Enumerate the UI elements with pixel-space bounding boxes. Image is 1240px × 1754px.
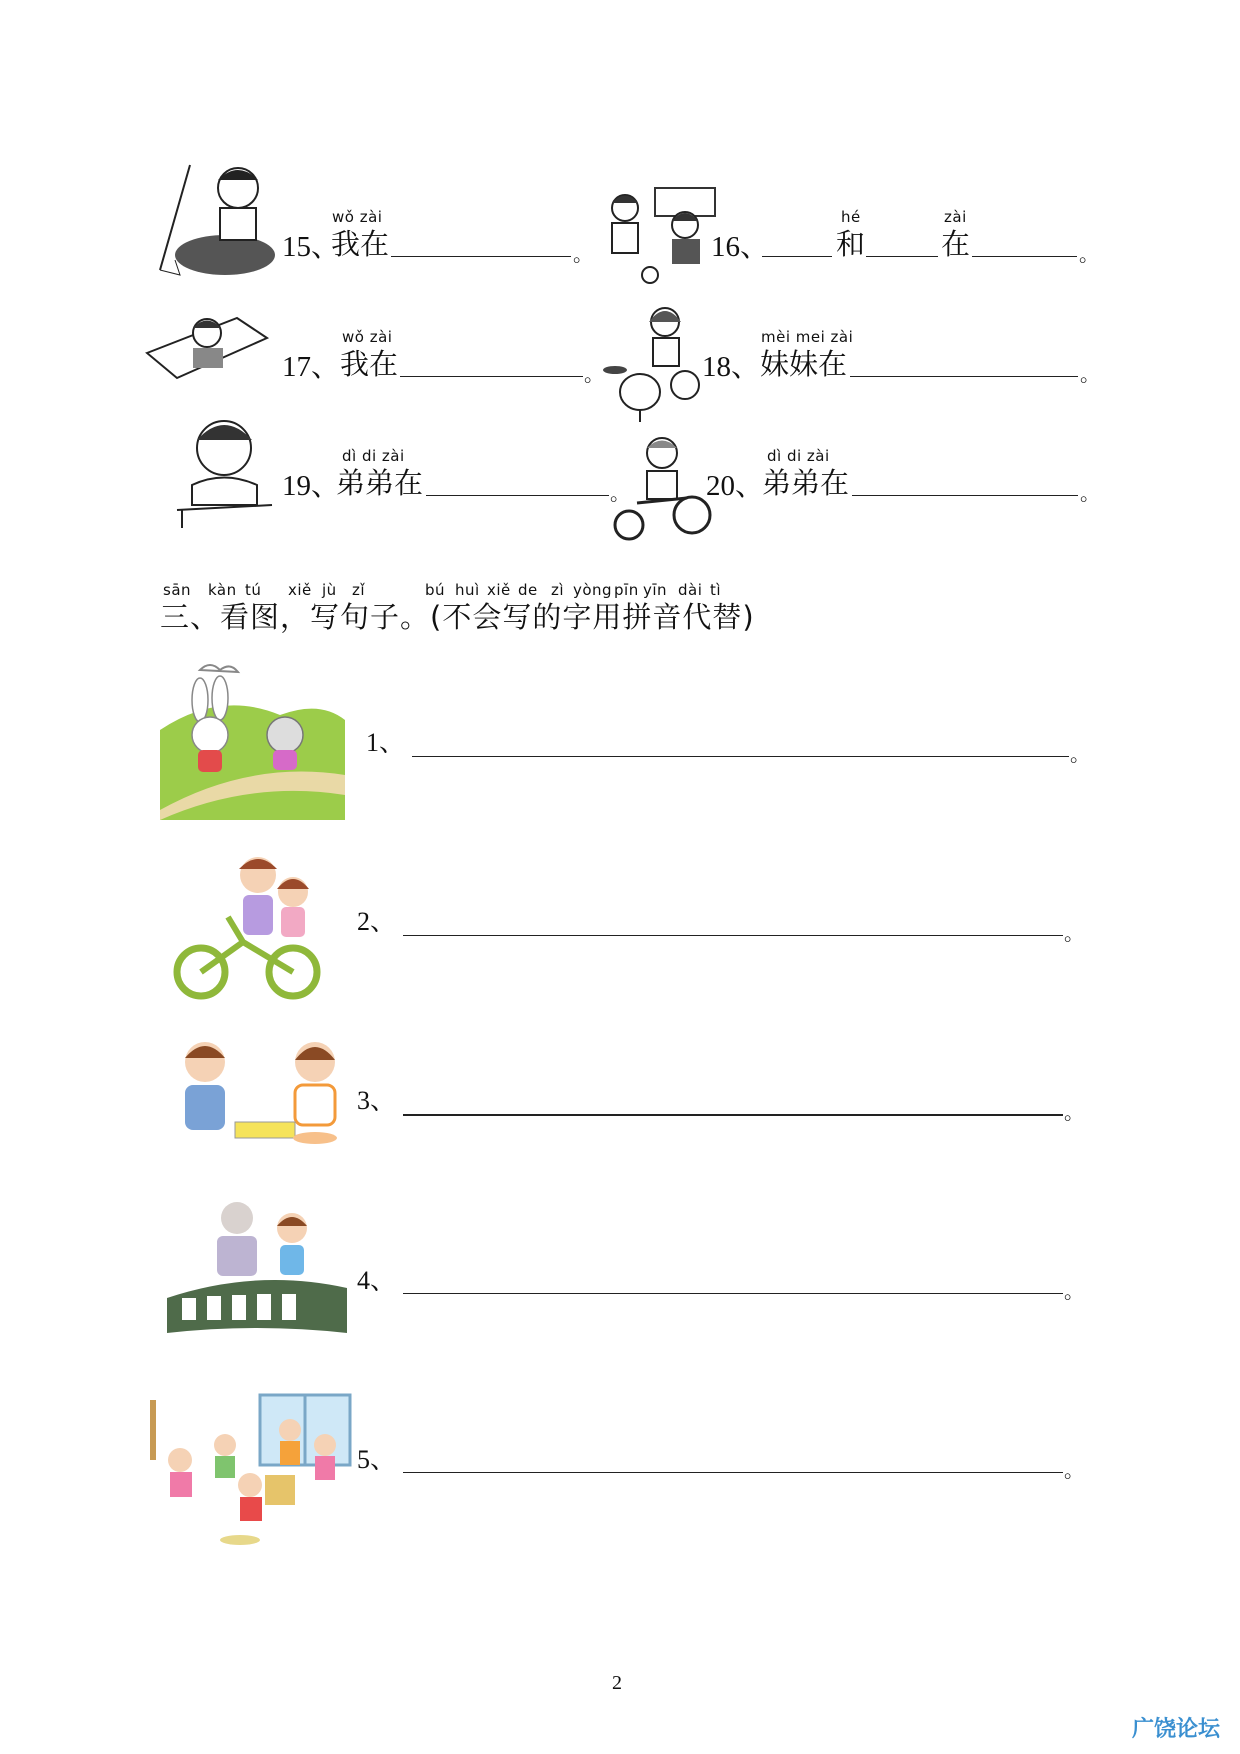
sentence-5-number: 5、 (357, 1445, 397, 1474)
section3-pinyin-5: jù (322, 581, 337, 599)
sentence-1-number: 1、 (366, 728, 406, 757)
section3-pinyin-2: kàn (208, 581, 237, 599)
exercise-19-number: 19、 (282, 470, 341, 502)
writing-boy-picture (137, 298, 272, 403)
section3-pinyin-15: dài (678, 581, 703, 599)
exercise-16-period: 。 (1079, 242, 1099, 266)
exercise-18-period: 。 (1080, 362, 1100, 386)
thinking-boy-picture (172, 410, 277, 530)
sentence-4-period: 。 (1064, 1279, 1084, 1303)
exercise-16-text-zai: 在 (941, 227, 971, 261)
exercise-19-answer-line[interactable] (426, 495, 609, 496)
fishing-boy-picture (150, 160, 280, 285)
exercise-19-pinyin: dì di zài (342, 447, 405, 465)
sentence-4-number: 4、 (357, 1266, 397, 1295)
exercise-15-number: 15、 (282, 231, 341, 263)
exercise-15-period: 。 (573, 242, 593, 266)
exercise-18-number: 18、 (702, 351, 761, 383)
sentence-2-answer-line[interactable] (403, 935, 1063, 936)
section3-pinyin-8: huì (455, 581, 480, 599)
section3-pinyin-1: sān (163, 581, 192, 599)
children-cleaning-classroom-picture (140, 1390, 352, 1550)
page-number: 2 (612, 1672, 622, 1694)
father-daughter-bike-picture (173, 847, 328, 1002)
exercise-20-pinyin: dì di zài (767, 447, 830, 465)
exercise-16-answer-line-2[interactable] (866, 256, 938, 257)
exercise-16-pinyin-he: hé (841, 208, 861, 226)
section3-pinyin-13: pīn (614, 581, 639, 599)
exercise-19-period: 。 (610, 481, 630, 505)
rabbit-dog-running-picture (160, 660, 345, 820)
section3-pinyin-9: xiě (487, 581, 511, 599)
sentence-2-period: 。 (1064, 921, 1084, 945)
exercise-16-answer-line-3[interactable] (972, 256, 1077, 257)
exercise-17-text: 我在 (340, 347, 399, 381)
exercise-16-pinyin-zai: zài (944, 208, 967, 226)
sentence-2-number: 2、 (357, 907, 397, 936)
two-children-chess-picture (165, 1030, 345, 1160)
exercise-18-pinyin: mèi mei zài (761, 328, 854, 346)
two-boys-football-picture (600, 183, 720, 288)
exercise-15-answer-line[interactable] (391, 256, 571, 257)
exercise-20-text: 弟弟在 (762, 466, 850, 500)
exercise-17-pinyin: wǒ zài (342, 328, 393, 346)
section3-pinyin-16: tì (710, 581, 722, 599)
section3-pinyin-6: zǐ (352, 581, 366, 599)
watermark: 广饶论坛 (1132, 1717, 1221, 1742)
sentence-3-period: 。 (1064, 1100, 1084, 1124)
exercise-15-text: 我在 (331, 227, 390, 261)
sentence-5-period: 。 (1064, 1458, 1084, 1482)
exercise-18-answer-line[interactable] (850, 376, 1078, 377)
exercise-20-answer-line[interactable] (852, 495, 1078, 496)
section3-pinyin-10: de (518, 581, 538, 599)
exercise-17-answer-line[interactable] (400, 376, 583, 377)
sentence-3-number: 3、 (357, 1086, 397, 1115)
exercise-20-number: 20、 (706, 470, 765, 502)
exercise-17-period: 。 (584, 362, 604, 386)
section3-pinyin-4: xiě (288, 581, 312, 599)
sentence-4-answer-line[interactable] (403, 1293, 1063, 1294)
child-helps-elder-cross-road-picture (162, 1198, 352, 1336)
sentence-1-period: 。 (1070, 742, 1090, 766)
section3-pinyin-14: yīn (643, 581, 668, 599)
exercise-16-answer-line-1[interactable] (762, 256, 832, 257)
section3-pinyin-11: zì (551, 581, 565, 599)
exercise-16-text-he: 和 (836, 227, 866, 261)
sentence-3-answer-line[interactable] (403, 1114, 1063, 1116)
section3-pinyin-7: bú (425, 581, 446, 599)
exercise-15-pinyin: wǒ zài (332, 208, 383, 226)
section3-pinyin-12: yòng (573, 581, 613, 599)
exercise-19-text: 弟弟在 (336, 466, 424, 500)
exercise-17-number: 17、 (282, 351, 341, 383)
sentence-5-answer-line[interactable] (403, 1472, 1063, 1473)
exercise-20-period: 。 (1080, 481, 1100, 505)
sentence-1-answer-line[interactable] (412, 756, 1069, 757)
exercise-18-text: 妹妹在 (760, 347, 848, 381)
section3-title: 三、看图，写句子。(不会写的字用拼音代替) (160, 600, 755, 634)
exercise-16-number: 16、 (711, 231, 770, 263)
girl-drums-picture (595, 300, 715, 425)
section3-pinyin-3: tú (245, 581, 262, 599)
